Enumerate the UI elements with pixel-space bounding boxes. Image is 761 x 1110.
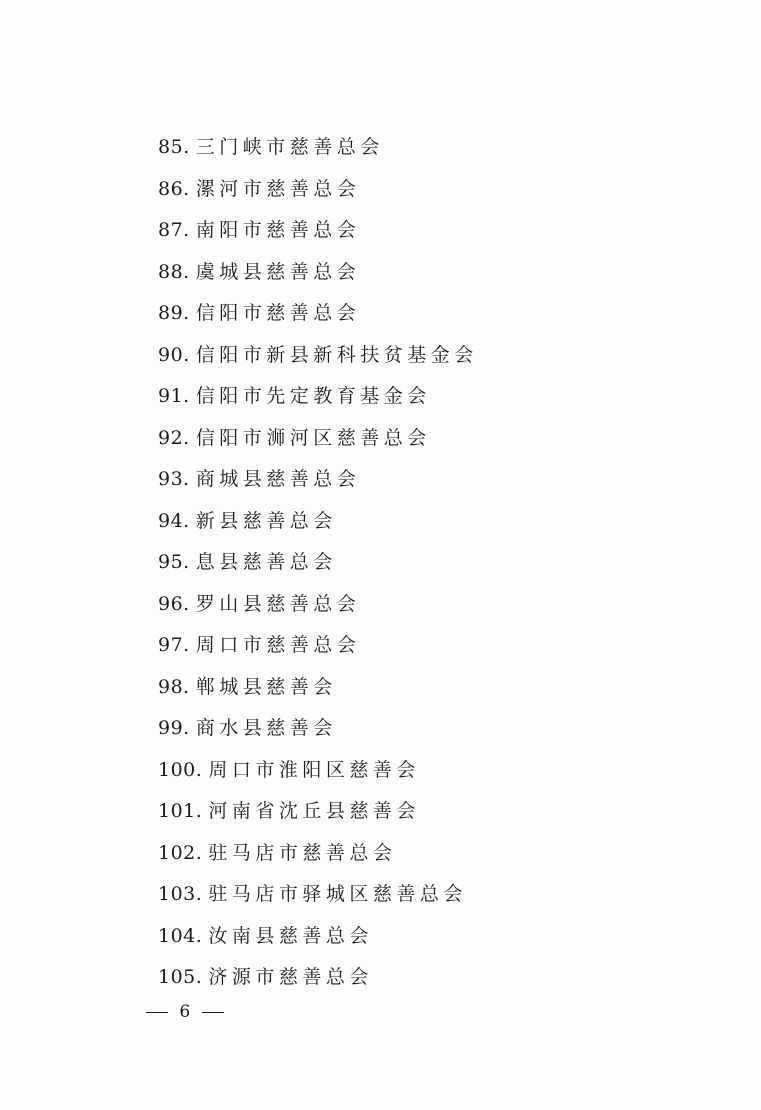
list-item <box>158 256 478 298</box>
list-item-text: 信阳市先定教育基金会 <box>195 385 431 407</box>
list-item-number: 94. <box>158 509 190 532</box>
list-item-text: 新县慈善总会 <box>195 509 337 532</box>
list-item <box>158 754 478 796</box>
list-item <box>158 961 478 1003</box>
list-item-text: 周口市慈善总会 <box>195 634 361 656</box>
list-item <box>158 629 478 671</box>
list-item <box>158 920 478 962</box>
list-item-text: 罗山县慈善总会 <box>195 592 361 615</box>
list-item <box>158 131 478 173</box>
list-item-text: 商城县慈善总会 <box>195 468 361 490</box>
list-item-text: 商水县慈善会 <box>195 717 337 739</box>
list-item <box>158 878 478 920</box>
list-item-text: 驻马店市驿城区慈善总会 <box>208 883 467 905</box>
list-item-number: 100. <box>158 758 203 781</box>
list-item-number: 99. <box>158 717 190 739</box>
list-item-text: 息县慈善总会 <box>195 551 337 573</box>
list-item-number: 93. <box>158 468 190 490</box>
list-item-text: 郸城县慈善会 <box>195 675 337 698</box>
list-item-text: 济源市慈善总会 <box>208 966 373 988</box>
list-item-text: 南阳市慈善总会 <box>195 219 361 241</box>
list-item-text: 信阳市浉河区慈善总会 <box>195 426 431 449</box>
list-item-number: 91. <box>158 385 190 407</box>
list-item-text: 虞城县慈善总会 <box>195 260 361 283</box>
list-item-number: 104. <box>158 924 203 947</box>
list-item <box>158 173 478 215</box>
list-item <box>158 795 478 837</box>
list-item-number: 103. <box>158 883 203 905</box>
list-item <box>158 837 478 879</box>
list-item-number: 98. <box>158 675 190 698</box>
list-item-text: 三门峡市慈善总会 <box>195 136 384 158</box>
list-item <box>158 380 478 422</box>
list-item-text: 信阳市慈善总会 <box>195 302 361 324</box>
list-item-number: 92. <box>158 426 190 449</box>
list-item-number: 87. <box>158 219 190 241</box>
list-item-text: 信阳市新县新科扶贫基金会 <box>195 343 478 366</box>
right-dash <box>202 1012 224 1013</box>
list-item-number: 95. <box>158 551 190 573</box>
list-item <box>158 422 478 464</box>
list-item <box>158 297 478 339</box>
list-item-number: 90. <box>158 343 190 366</box>
list-item <box>158 712 478 754</box>
list-item-text: 驻马店市慈善总会 <box>208 841 397 864</box>
list-item-text: 河南省沈丘县慈善会 <box>208 800 420 822</box>
list-item <box>158 588 478 630</box>
page-number: 6 <box>179 1002 191 1022</box>
list-item-number: 85. <box>158 136 190 158</box>
list-item-text: 周口市淮阳区慈善会 <box>208 758 420 781</box>
list-item <box>158 546 478 588</box>
list-item <box>158 463 478 505</box>
list-item-number: 101. <box>158 800 203 822</box>
list-item <box>158 505 478 547</box>
list-item-number: 88. <box>158 260 190 283</box>
list-item-number: 97. <box>158 634 190 656</box>
list-item-number: 86. <box>158 177 190 200</box>
list-item-number: 105. <box>158 966 203 988</box>
list-item-text: 汝南县慈善总会 <box>208 924 373 947</box>
left-dash <box>146 1012 168 1013</box>
list-item-number: 96. <box>158 592 190 615</box>
list-item <box>158 671 478 713</box>
list-item-number: 102. <box>158 841 203 864</box>
list-item <box>158 214 478 256</box>
list-item-number: 89. <box>158 302 190 324</box>
organization-list <box>158 131 478 1003</box>
page-number-footer <box>140 1000 230 1024</box>
list-item-text: 漯河市慈善总会 <box>195 177 361 200</box>
list-item <box>158 339 478 381</box>
